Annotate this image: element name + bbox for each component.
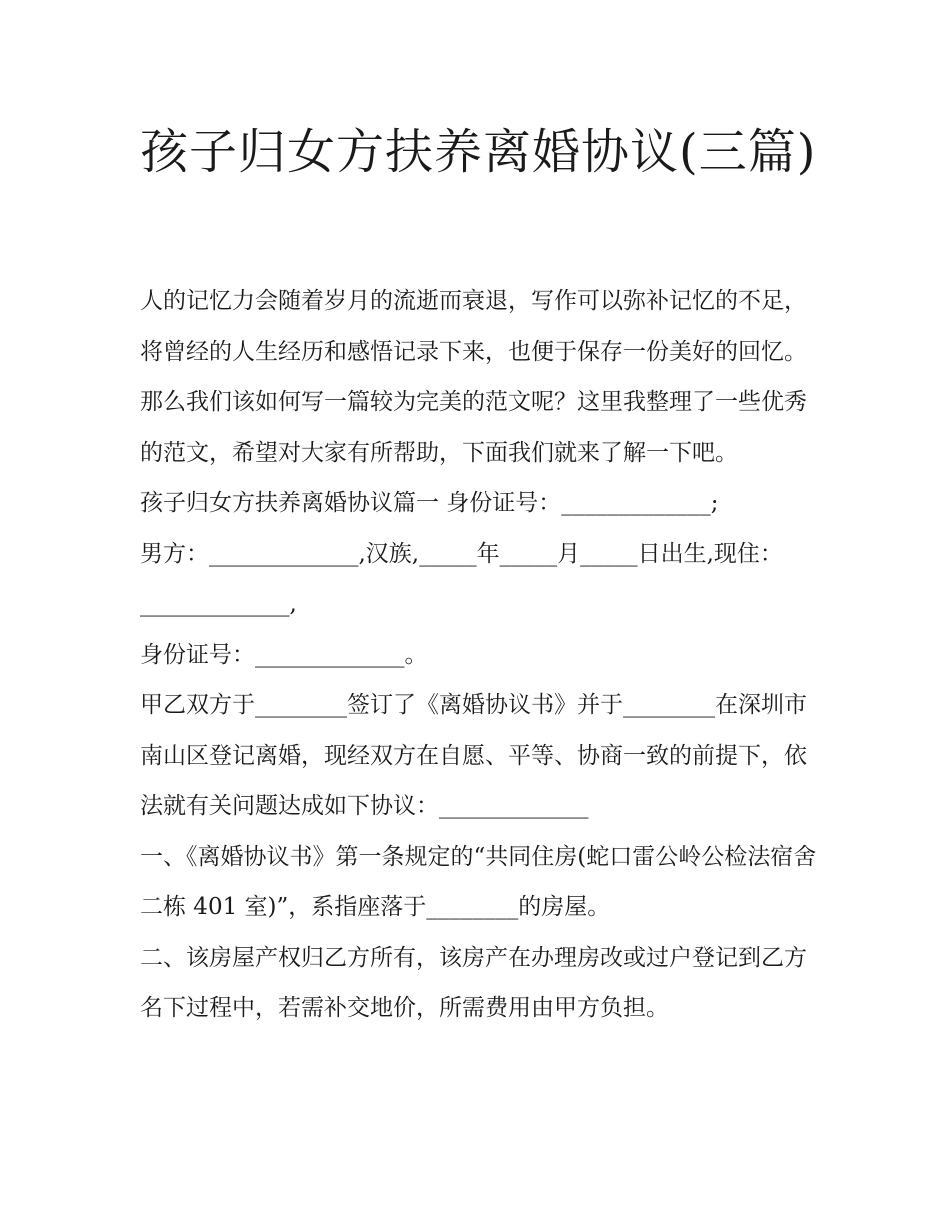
clause-one-paragraph: 一、《离婚协议书》第一条规定的“共同住房(蛇口雷公岭公检法宿舍二栋 401 室)”，系指座落于________的房屋。 bbox=[140, 843, 817, 920]
male-party-line: 男方：_____________,汉族,_____年_____月_____日出生,现住：_____________, bbox=[140, 540, 783, 617]
section-one-heading-id-line: 孩子归女方扶养离婚协议篇一 身份证号：_____________; bbox=[140, 490, 719, 516]
intro-paragraph: 人的记忆力会随着岁月的流逝而衰退，写作可以弥补记忆的不足，将曾经的人生经历和感悟记录下来，也便于保存一份美好的回忆。那么我们该如何写一篇较为完美的范文呢？这里我整理了一些优秀的范文，希望对大家有所帮助，下面我们就来了解一下吧。 bbox=[140, 288, 807, 466]
clause-two-paragraph: 二、该房屋产权归乙方所有，该房产在办理房改或过户登记到乙方名下过程中，若需补交地价，所需费用由甲方负担。 bbox=[140, 944, 807, 1021]
id-number-line: 身份证号：_____________。 bbox=[140, 641, 428, 668]
document-body bbox=[140, 276, 820, 1034]
document-title: 孩子归女方扶养离婚协议(三篇) bbox=[140, 124, 817, 180]
agreement-preamble-paragraph: 甲乙双方于________签订了《离婚协议书》并于________在深圳市南山区登记离婚，现经双方在自愿、平等、协商一致的前提下，依法就有关问题达成如下协议：_____________ bbox=[140, 692, 807, 819]
